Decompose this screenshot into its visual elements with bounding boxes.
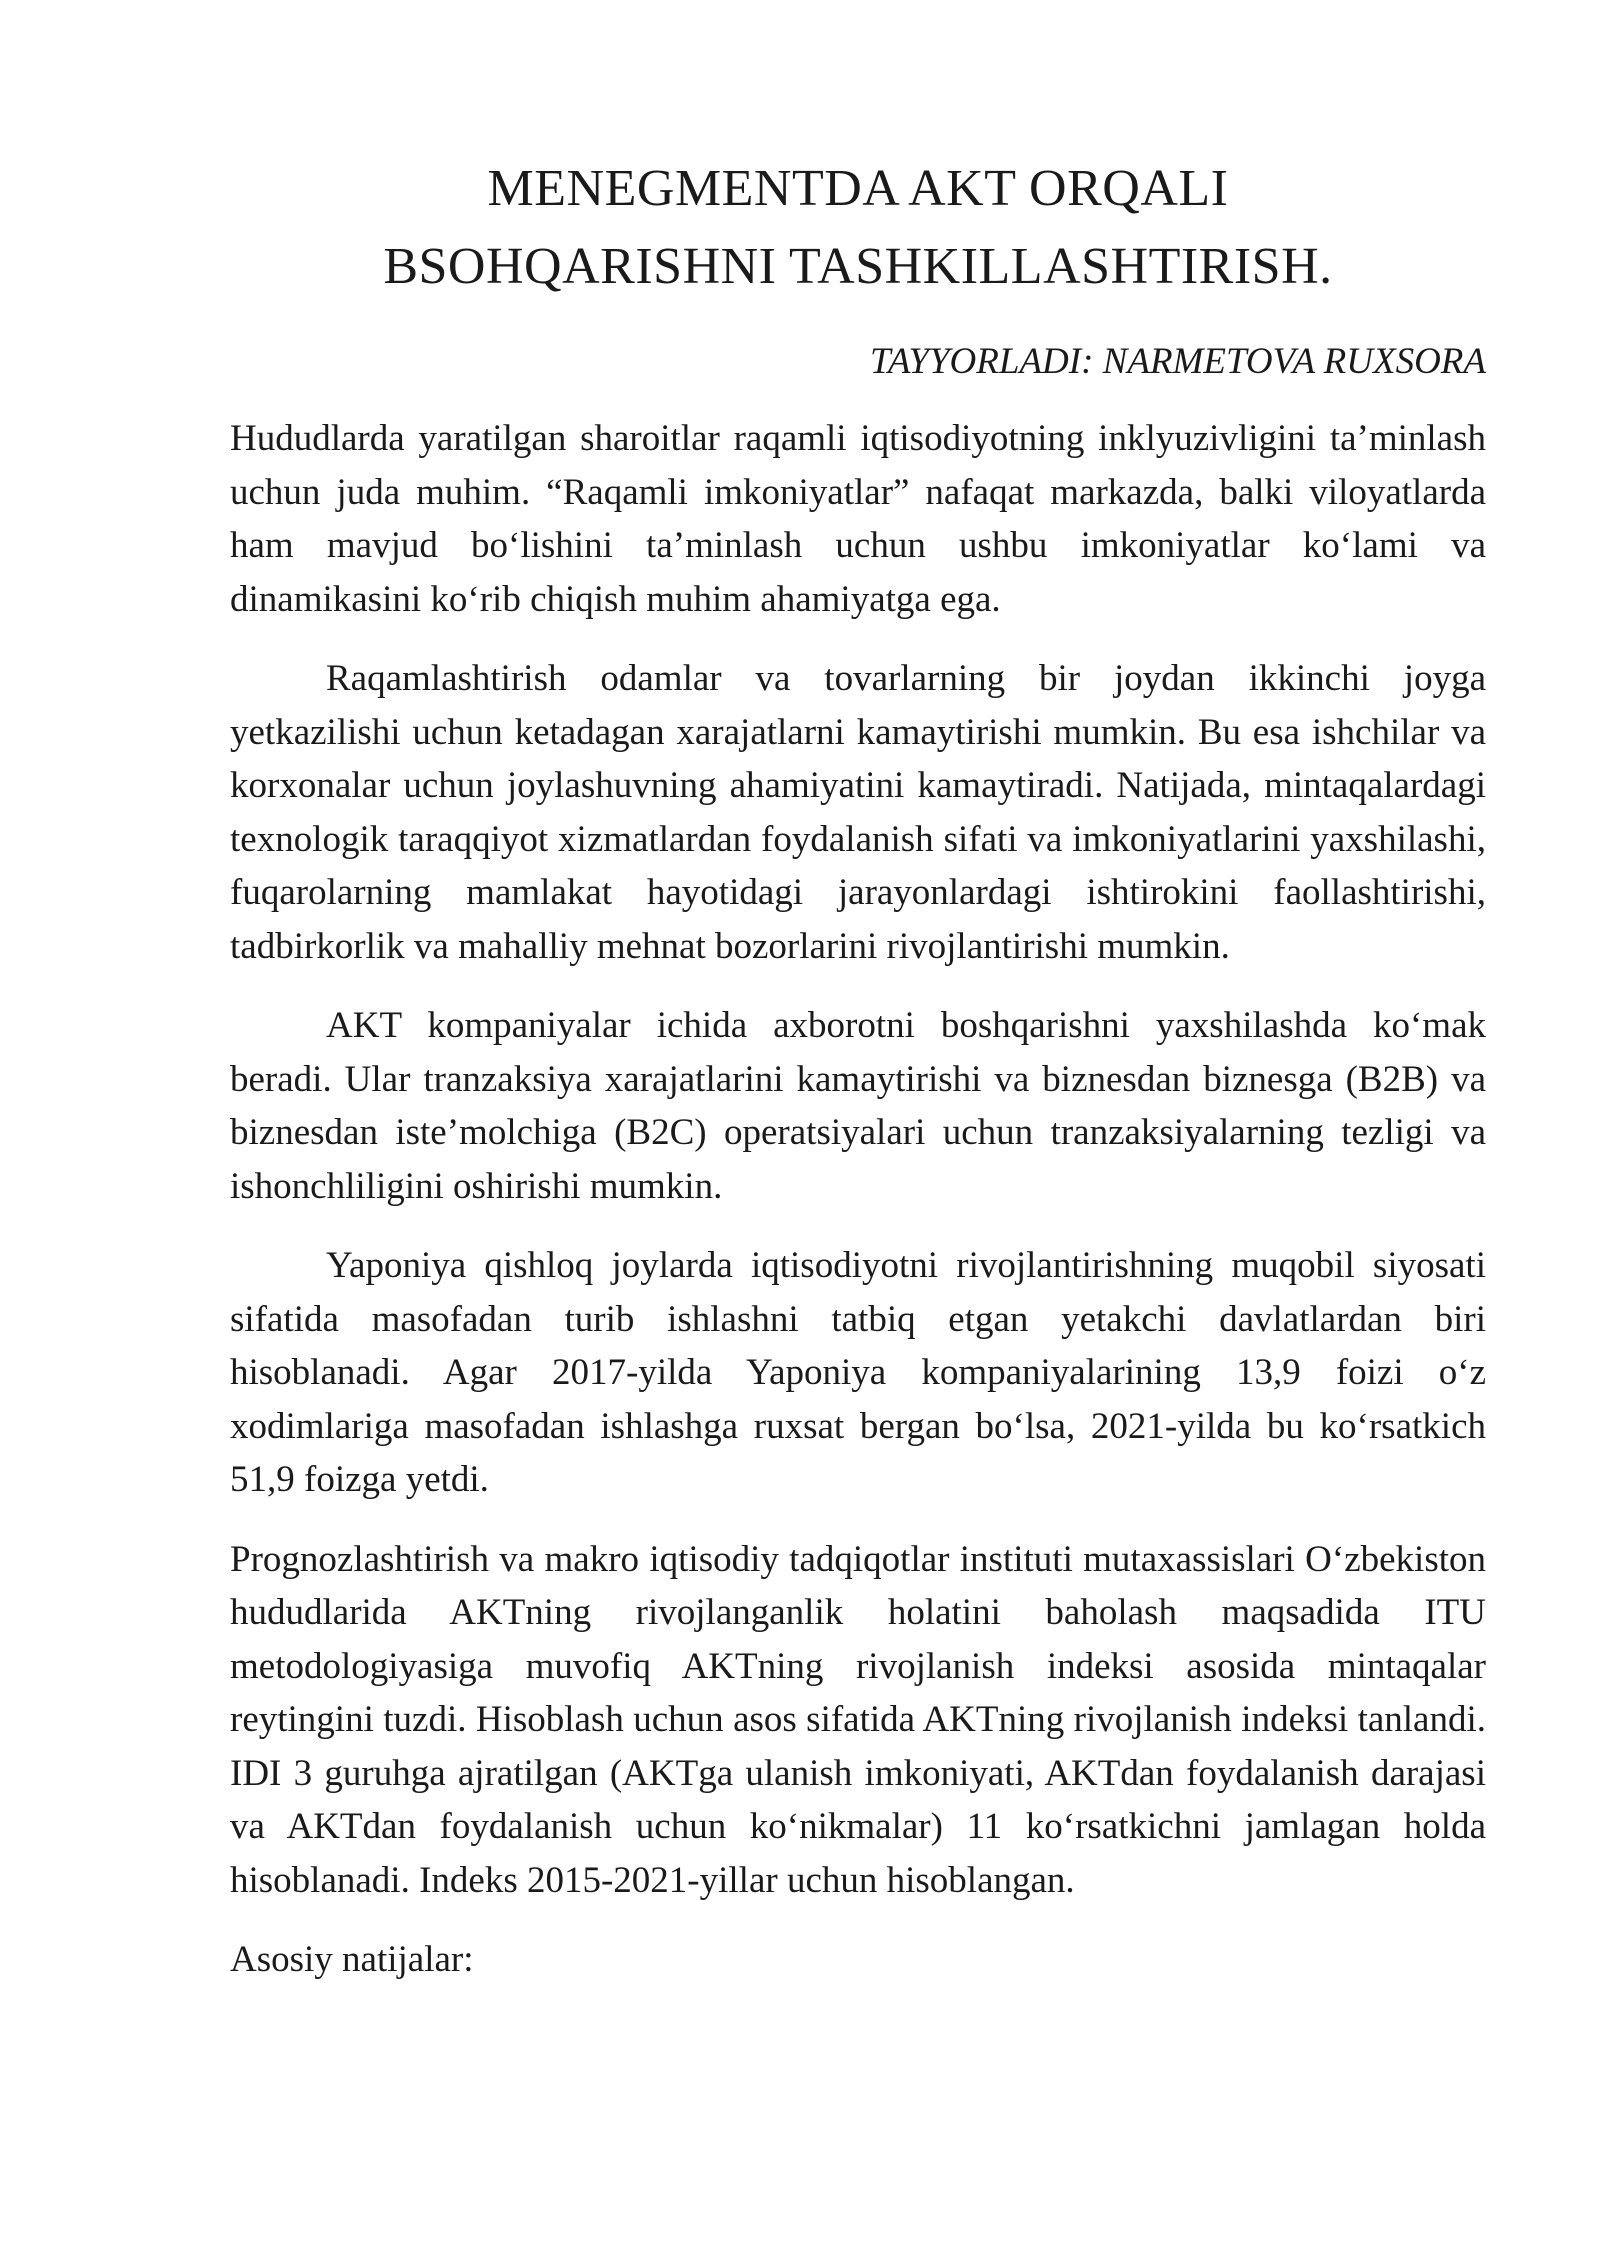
paragraph-3: AKT kompaniyalar ichida axborotni boshqarishni yaxshilashda ko‘mak beradi. Ular tranzaksiya xarajatlarini kamaytirishi va biznesdan biznesga (B2B) va biznesdan iste’molchiga (B2C) operatsiyalari uchun tranzaksiyalarning tezligi va ishonchliligini oshirishi mumkin. <box>230 1005 1486 1207</box>
document-title <box>230 150 1486 306</box>
title-line-1: MENEGMENTDA AKT ORQALI <box>487 160 1229 217</box>
paragraph-5: Prognozlashtirish va makro iqtisodiy tadqiqotlar instituti mutaxassislari O‘zbekiston hududlarida AKTning rivojlanganlik holatini baholash maqsadida ITU metodologiyasiga muvofiq AKTning rivojlanish indeksi asosida mintaqalar reytingini tuzdi. Hisoblash uchun asos sifatida AKTning rivojlanish indeksi tanlandi. IDI 3 guruhga ajratilgan (AKTga ulanish imkoniyati, AKTdan foydalanish darajasi va AKTdan foydalanish uchun ko‘nikmalar) 11 ko‘rsatkichni jamlagan holda hisoblanadi. Indeks 2015-2021-yillar uchun hisoblangan. <box>230 1538 1486 1901</box>
title-line-2: BSOHQARISHNI TASHKILLASHTIRISH. <box>383 238 1333 295</box>
document-page <box>230 150 1486 1987</box>
paragraph-4: Yaponiya qishloq joylarda iqtisodiyotni rivojlantirishning muqobil siyosati sifatida masofadan turib ishlashni tatbiq etgan yetakchi davlatlardan biri hisoblanadi. Agar 2017-yilda Yaponiya kompaniyalarining 13,9 foizi o‘z xodimlariga masofadan ishlashga ruxsat bergan bo‘lsa, 2021-yilda bu ko‘rsatkich 51,9 foizga yetdi. <box>230 1245 1486 1500</box>
paragraph-2: Raqamlashtirish odamlar va tovarlarning bir joydan ikkinchi joyga yetkazilishi uchun ketadagan xarajatlarni kamaytirishi mumkin. Bu esa ishchilar va korxonalar uchun joylashuvning ahamiyatini kamaytiradi. Natijada, mintaqalardagi texnologik taraqqiyot xizmatlardan foydalanish sifati va imkoniyatlarini yaxshilashi, fuqarolarning mamlakat hayotidagi jarayonlardagi ishtirokini faollashtirishi, tadbirkorlik va mahalliy mehnat bozorlarini rivojlantirishi mumkin. <box>230 658 1486 967</box>
paragraph-6: Asosiy natijalar: <box>230 1939 474 1980</box>
author-line: TAYYORLADI: NARMETOVA RUXSORA <box>870 341 1486 382</box>
paragraph-1: Hududlarda yaratilgan sharoitlar raqamli iqtisodiyotning inklyuzivligini ta’minlash uchun juda muhim. “Raqamli imkoniyatlar” nafaqat markazda, balki viloyatlarda ham mavjud bo‘lishini ta’minlash uchun ushbu imkoniyatlar ko‘lami va dinamikasini ko‘rib chiqish muhim ahamiyatga ega. <box>230 418 1486 620</box>
